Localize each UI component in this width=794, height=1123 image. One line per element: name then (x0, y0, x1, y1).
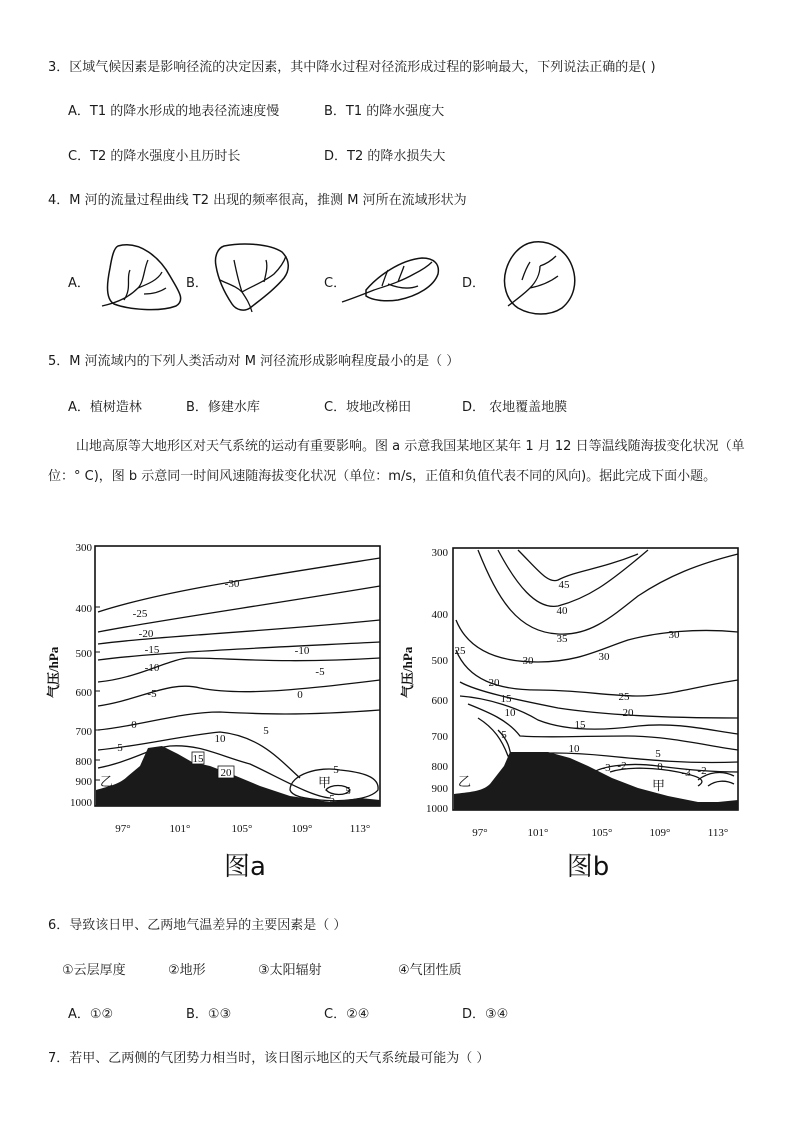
place-yi-label: 乙 (458, 774, 472, 789)
q4-stem: 4．M 河的流量过程曲线 T2 出现的频率很高，推测 M 河所在流域形状为 (48, 193, 467, 208)
contour-label: 30 (522, 655, 534, 667)
q6-option-b: B．①③ (186, 1007, 232, 1022)
figure-b-ylabel: 气压/hPa (400, 646, 415, 698)
contour-label: -30 (224, 578, 240, 590)
figure-b-ytick: 500 (431, 655, 448, 667)
contour-label: 20 (488, 677, 500, 689)
place-jia-label: 甲 (318, 775, 332, 790)
figure-a-ylabel: 气压/hPa (46, 646, 61, 698)
q4-option-c: C． (324, 276, 347, 291)
figure-a-ytick: 900 (75, 776, 92, 788)
contour-label: 15 (192, 753, 204, 765)
contour-label: -20 (138, 628, 154, 640)
figure-b-caption: 图b (566, 852, 610, 882)
q3-option-c: C．T2 的降水强度小且历时长 (68, 149, 241, 164)
figure-a-ytick: 800 (75, 756, 92, 768)
contour-label: 25 (618, 691, 630, 703)
contour-label: 5 (263, 725, 269, 737)
contour-label: 35 (556, 633, 568, 645)
q5-option-c: C．坡地改梯田 (324, 400, 412, 415)
basin-shape-a-icon (100, 238, 190, 318)
q5-stem: 5．M 河流域内的下列人类活动对 M 河径流形成影响程度最小的是（ ） (48, 354, 460, 369)
contour-label: -3 (681, 767, 691, 779)
contour-label: 0 (131, 719, 137, 731)
figure-a-xtick: 105° (231, 823, 253, 835)
figure-b-ytick: 1000 (426, 803, 448, 815)
q5-option-b: B．修建水库 (186, 400, 260, 415)
figure-b-windspeed (398, 540, 744, 885)
figure-a-xtick: 113° (349, 823, 371, 835)
contour-label: -2 (617, 760, 627, 772)
q6-factor-3: ③太阳辐射 (258, 963, 322, 978)
contour-label: -15 (144, 644, 160, 656)
contour-label: 0 (657, 761, 663, 773)
figure-b-ytick: 900 (431, 783, 448, 795)
contour-label: -5 (315, 666, 325, 678)
figure-a-ytick: 500 (75, 648, 92, 660)
contour-label: 5 (329, 793, 335, 805)
q6-option-d: D．③④ (462, 1007, 509, 1022)
figure-a-ytick: 600 (75, 687, 92, 699)
contour-label: -5 (147, 688, 157, 700)
figure-a-ytick: 700 (75, 726, 92, 738)
contour-label: -10 (294, 645, 310, 657)
contour-label: 30 (598, 651, 610, 663)
passage-text: 山地高原等大地形区对天气系统的运动有重要影响。图 a 示意我国某地区某年 1 月 12 日等温线随海拔变化状况（单位：° C)，图 b 示意同一时间风速随海拔变化状况（单位：m/s，正值和负值代表不同的风向)。据此完成下面小题。 (48, 439, 745, 484)
contour-label: 20 (622, 707, 634, 719)
figure-b-xtick: 105° (591, 827, 613, 839)
contour-label: 0 (297, 689, 303, 701)
place-yi-label: 乙 (100, 774, 114, 789)
contour-label: 45 (558, 579, 570, 591)
q4-option-d: D． (462, 276, 486, 291)
figure-b-ytick: 400 (431, 609, 448, 621)
q6-factor-4: ④气团性质 (398, 963, 462, 978)
figure-b-ytick: 600 (431, 695, 448, 707)
contour-label: 40 (556, 605, 568, 617)
contour-label: 25 (454, 645, 466, 657)
contour-label: -2 (697, 765, 707, 777)
q4-option-a: A． (68, 276, 90, 291)
figure-a-xtick: 97° (115, 823, 131, 835)
q7-stem: 7．若甲、乙两侧的气团势力相当时，该日图示地区的天气系统最可能为（ ） (48, 1051, 490, 1066)
figure-a-ytick: 1000 (70, 797, 92, 809)
contour-label: 10 (504, 707, 516, 719)
contour-label: 10 (214, 733, 226, 745)
contour-label: 5 (655, 748, 661, 760)
figure-b-ytick: 700 (431, 731, 448, 743)
q3-option-a: A．T1 的降水形成的地表径流速度慢 (68, 104, 280, 119)
contour-label: 15 (500, 693, 512, 705)
basin-shape-b-icon (208, 238, 298, 318)
figure-a-xtick: 109° (291, 823, 313, 835)
contour-label: 10 (568, 743, 580, 755)
figure-b-ytick: 300 (431, 547, 448, 559)
figure-a-xtick: 101° (169, 823, 191, 835)
basin-shape-d-icon (494, 236, 584, 326)
q6-factor-2: ②地形 (168, 963, 206, 978)
contour-label: 5 (501, 729, 507, 741)
figure-a-caption: 图a (224, 852, 266, 882)
figure-b-xtick: 113° (707, 827, 729, 839)
q4-option-b: B． (186, 276, 208, 291)
figure-a-ytick: 400 (75, 603, 92, 615)
contour-label: 5 (333, 764, 339, 776)
contour-label: -10 (144, 662, 160, 674)
figure-b-xtick: 109° (649, 827, 671, 839)
q6-stem: 6．导致该日甲、乙两地气温差异的主要因素是（ ） (48, 918, 347, 933)
figure-b-xtick: 97° (472, 827, 488, 839)
q6-option-c: C．②④ (324, 1007, 370, 1022)
contour-label: 30 (668, 629, 680, 641)
basin-shape-c-icon (338, 246, 448, 310)
q3-stem: 3．区域气候因素是影响径流的决定因素，其中降水过程对径流形成过程的影响最大，下列说法正确的是( ) (48, 60, 656, 75)
q3-option-b: B．T1 的降水强度大 (324, 104, 445, 119)
contour-label: -3 (601, 762, 611, 774)
q6-option-a: A．①② (68, 1007, 114, 1022)
contour-label: 5 (117, 742, 123, 754)
contour-label: 20 (220, 767, 232, 779)
q6-factor-1: ①云层厚度 (62, 963, 126, 978)
contour-label: 15 (574, 719, 586, 731)
figure-a-ytick: 300 (75, 542, 92, 554)
contour-label: 5 (345, 785, 351, 797)
q5-option-a: A．植树造林 (68, 400, 142, 415)
figure-b-ytick: 800 (431, 761, 448, 773)
q3-option-d: D．T2 的降水损失大 (324, 149, 446, 164)
q5-option-d: D． 农地覆盖地膜 (462, 400, 568, 415)
place-jia-label: 甲 (652, 778, 666, 793)
figure-b-xtick: 101° (527, 827, 549, 839)
contour-label: -25 (132, 608, 148, 620)
figure-a-isotherm (40, 540, 400, 885)
